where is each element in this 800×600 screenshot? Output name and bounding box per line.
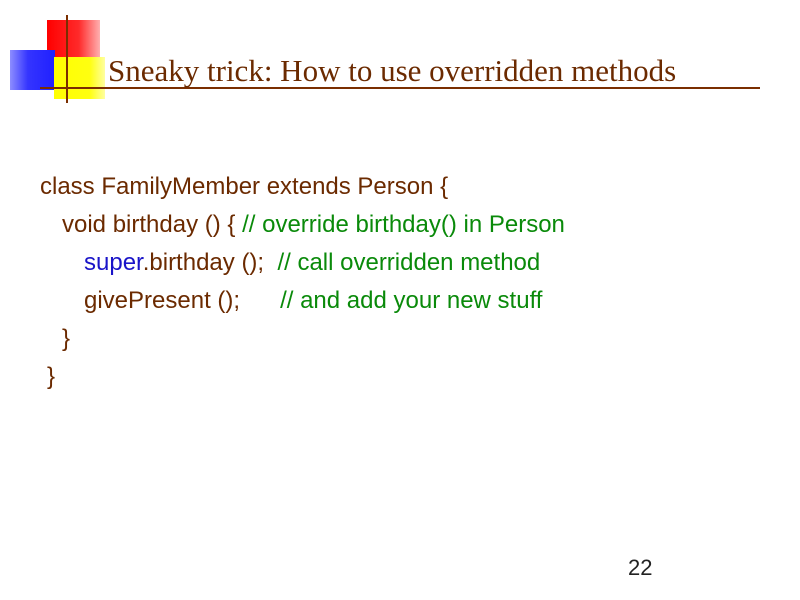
code-text: .birthday (); — [142, 249, 278, 276]
blue-square-decoration — [10, 50, 55, 90]
slide-decoration — [0, 0, 110, 110]
code-line-give-present — [40, 282, 565, 320]
code-text: givePresent (); — [84, 287, 281, 314]
page-number: 22 — [628, 555, 653, 580]
code-text: } — [47, 363, 56, 390]
slide-title: Sneaky trick: How to use overridden methods — [108, 53, 677, 88]
code-line-super-call — [40, 244, 565, 282]
code-text: } — [62, 325, 71, 352]
code-keyword-super: super — [84, 249, 143, 276]
code-text: void birthday () { — [62, 211, 243, 238]
code-line-method-close — [40, 320, 565, 358]
code-comment: // override birthday() in Person — [242, 211, 565, 238]
code-comment: // and add your new stuff — [280, 287, 543, 314]
yellow-square-decoration — [54, 57, 105, 99]
code-comment: // call overridden method — [277, 249, 541, 276]
code-block — [40, 168, 565, 396]
code-text: class FamilyMember extends Person { — [40, 173, 449, 200]
vertical-rule-line — [66, 15, 68, 103]
code-line-class-close — [40, 358, 565, 396]
code-line-method-declaration — [40, 206, 565, 244]
code-line-class-declaration — [40, 168, 565, 206]
